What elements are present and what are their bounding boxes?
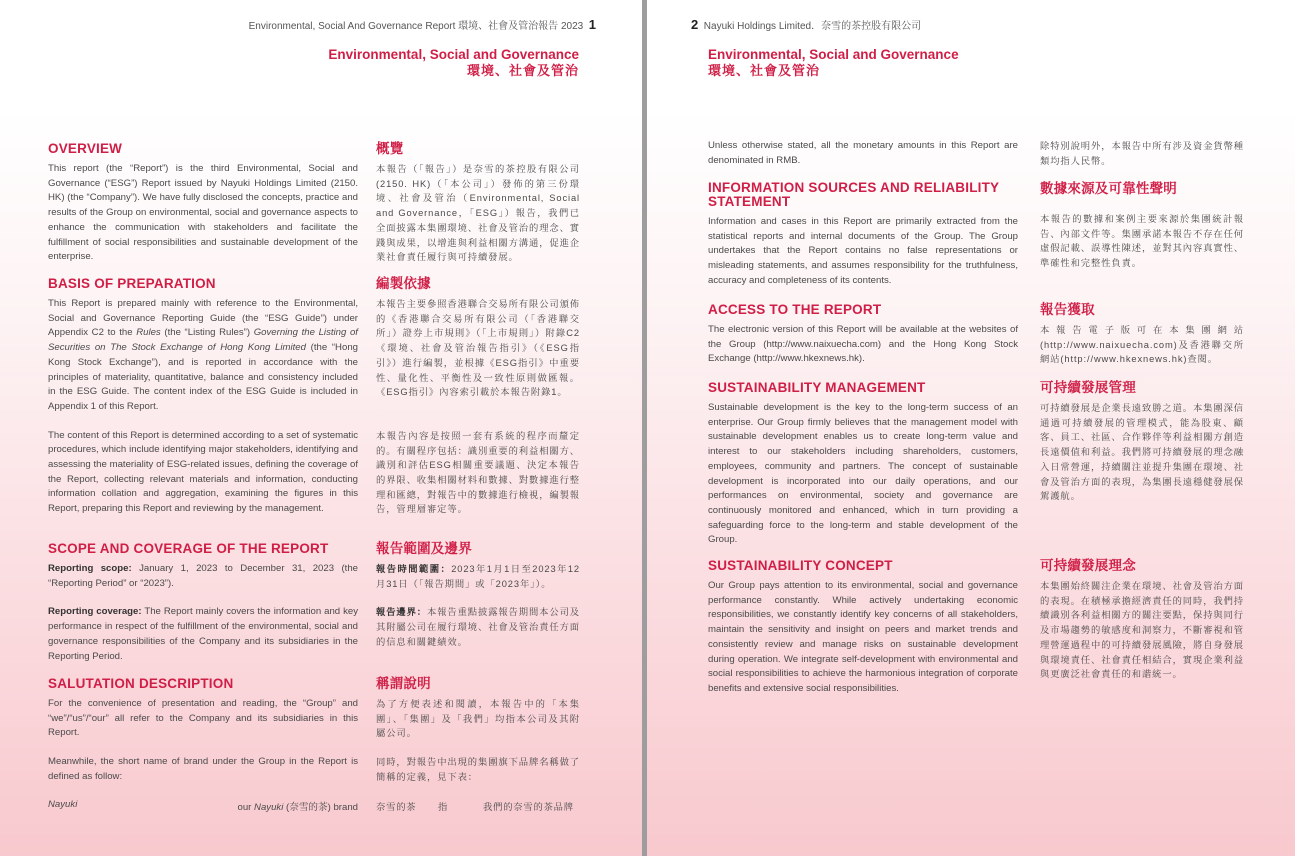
section-body	[376, 605, 580, 649]
section-body: 本報告的數據和案例主要來源於集團統計報告、內部文件等。集團承諾本報告不存在任何虛假記載、誤導性陳述，並對其內容真實性、準確性和完整性負責。	[1040, 214, 1244, 269]
section-body: 本報告（「報告」）是奈雪的茶控股有限公司(2150. HK)（「本公司」）發佈的第三份環境、社會及管治（Environmental, Social and Governance，「ESG」）報告，我們已全面披露本集團環境、社會及管治的理念、實踐與成果，以增進與利益相關方溝通，促進企業社會責任履行與可持續發展。	[376, 164, 580, 263]
overview-section-en	[48, 141, 358, 265]
concept-section-zh	[1040, 558, 1244, 682]
scope-section-en	[48, 541, 358, 664]
text-run: 2023年1月1日至2023年12月31日（「報告期間」或「2023年」）。	[376, 564, 580, 589]
section-body	[48, 297, 358, 415]
italic-text: Nayuki	[254, 801, 284, 813]
concept-section-en	[708, 558, 1018, 697]
text-run: 本報告重點披露報告期間本公司及其附屬公司在履行環境、社會及管治責任方面的信息和關鍵績效。	[376, 607, 580, 647]
section-heading: SUSTAINABILITY MANAGEMENT	[708, 380, 926, 395]
info-sources-section-en	[708, 181, 1018, 289]
bold-label: Reporting scope:	[48, 563, 132, 574]
section-body: Meanwhile, the short name of brand under the Group in the Report is defined as follow:	[48, 756, 358, 782]
info-sources-section-zh	[1040, 181, 1244, 271]
chapter-title	[328, 47, 579, 79]
access-section-zh	[1040, 302, 1244, 367]
section-body: 本報告主要參照香港聯合交易所有限公司頒佈的《香港聯合交易所有限公司（「香港聯交所」）證券上市規則》（「上市規則」）附錄C2《環境、社會及管治報告指引》（《ESG指引》）進行編製，並根據《ESG指引》中重要性、量化性、平衡性及一致性原則做匯報。《ESG指引》內容索引載於本報告附錄1。	[376, 299, 580, 398]
section-heading: INFORMATION SOURCES AND RELIABILITY STATEMENT	[708, 180, 1000, 209]
section-body: The electronic version of this Report will be available at the websites of the Group (http://www.naixuecha.com) and the Hong Kong Stock Exchange (http://www.hkexnews.hk).	[708, 324, 1018, 365]
chapter-title	[708, 47, 959, 79]
section-body: 本報告電子版可在本集團網站(http://www.naixuecha.com)及香港聯交所網站(http://www.hkexnews.hk)查閱。	[1040, 325, 1244, 365]
section-heading: BASIS OF PREPARATION	[48, 276, 216, 291]
brand-definition: 我們的奈雪的茶品牌	[483, 801, 574, 812]
running-header-text: Environmental, Social And Governance Report 環境、社會及管治報告 2023	[248, 21, 584, 32]
text-run: (the “Hong Kong Stock Exchange”), and is reported in accordance with the principles of materiality, quantitative, balance and consistency included in the ESG Guide. The content index of the ESG Guide is included in Appendix 1 of this Report.	[48, 342, 358, 412]
brand-refers: 指	[438, 801, 449, 812]
section-body: Unless otherwise stated, all the monetary amounts in this Report are denominated in RMB.	[708, 140, 1018, 166]
section-body: 本報告內容是按照一套有系統的程序而釐定的。有關程序包括：識別重要的利益相關方、識別和評估ESG相關重要議題、決定本報告的界限、收集相關材料和數據、對數據進行整理和匯總，對報告中的數據進行檢視，編製報告，管理層審定等。	[376, 430, 580, 515]
running-header	[249, 17, 596, 32]
text-run: This Report is prepared mainly with reference to the Environmental, Social and Governance Reporting Guide (the “ESG Guide”) under Appendix C2 to the	[48, 298, 358, 339]
brand-definition	[237, 799, 358, 813]
bold-label: 報告時間範圍：	[376, 564, 452, 574]
salutation-section-zh	[376, 676, 580, 813]
brand-definition-row	[376, 799, 580, 813]
section-heading: SCOPE AND COVERAGE OF THE REPORT	[48, 541, 329, 556]
section-body: 為了方便表述和閱讀，本報告中的「本集團」、「集團」及「我們」均指本公司及其附屬公司。	[376, 699, 580, 739]
currency-note-en	[708, 139, 1018, 168]
section-body: 本集團始終關注企業在環境、社會及管治方面的表現。在積極承擔經濟責任的同時，我們持續識別各利益相關方的關注要點，保持與同行及市場趨勢的敏感度和洞察力，不斷審視和管理營運過程中的可持續發展風險，將自身發展與環境責任、社會責任相結合，實現企業利益與更廣泛社會責任的和諧統一。	[1040, 581, 1244, 680]
page-number: 2	[691, 17, 699, 32]
access-section-en	[708, 302, 1018, 367]
text-run: (the “Listing Rules”)	[160, 327, 254, 339]
section-heading: SALUTATION DESCRIPTION	[48, 676, 234, 691]
basis-section-zh	[376, 276, 580, 517]
chapter-title-en: Environmental, Social and Governance	[708, 47, 959, 62]
section-body	[48, 605, 358, 664]
section-body: The content of this Report is determined according to a set of systematic procedures, which include identifying major stakeholders, identifying and assessing the materiality of ESG-related issues, defining the coverage of the Report, collecting relevant materials and information, conducting information collation and aggregation, examining the figures in this Report, preparing this Report and reviewing by the management.	[48, 429, 358, 515]
basis-section-en	[48, 276, 358, 517]
section-heading: 報告範圍及邊界	[376, 541, 472, 556]
italic-text: Rules	[136, 327, 161, 339]
bold-label: 報告邊界：	[376, 607, 427, 618]
section-body: 除特別說明外，本報告中所有涉及資金貨幣種類均指人民幣。	[1040, 141, 1244, 166]
section-heading: ACCESS TO THE REPORT	[708, 302, 882, 317]
section-body	[48, 562, 358, 591]
left-page	[0, 0, 642, 856]
salutation-section-en	[48, 676, 358, 813]
section-body: 可持續發展是企業長遠致勝之道。本集團深信通過可持續發展的管理模式，能為股東、顧客、員工、社區、合作夥伴等利益相關方創造長遠價值和利益。我們將可持續發展的理念融入日常營運，持續關注並提升集團在環境、社會及管治方面的表現，為集團長遠穩健發展保駕護航。	[1040, 403, 1244, 502]
bold-label: Reporting coverage:	[48, 606, 142, 618]
section-heading: 報告獲取	[1040, 302, 1095, 317]
section-heading: 編製依據	[376, 276, 431, 291]
chapter-title-zh: 環境、社會及管治	[708, 63, 821, 78]
section-heading: 概覽	[376, 141, 404, 156]
italic-text: Governing the Listing of Securities on The Stock Exchange of Hong Kong Limited	[48, 327, 358, 354]
section-body: Information and cases in this Report are primarily extracted from the statistical reports and internal documents of the Group. The Group undertakes that the Report contains no false representations or misleading statements, and assumes responsibility for the truthfulness, accuracy and completeness of its contents.	[708, 216, 1018, 286]
right-page	[647, 0, 1295, 856]
management-section-zh	[1040, 380, 1244, 504]
text-run: January 1, 2023 to December 31, 2023 (the “Reporting Period” or “2023”).	[48, 563, 359, 589]
brand-term: Nayuki	[48, 798, 78, 810]
section-body: This report (the “Report”) is the third Environmental, Social and Governance (“ESG”) Report issued by Nayuki Holdings Limited (2150. HK) (the “Company”). We have fully disclosed the concepts, practice and results of the Group on environmental, social and governance aspects to enhance the communication with stakeholders and facilitate the fulfillment of social responsibilities and sustainable development of the enterprise.	[48, 163, 358, 263]
brand-term: 奈雪的茶	[376, 801, 417, 812]
chapter-title-en: Environmental, Social and Governance	[328, 47, 579, 62]
chapter-title-zh: 環境、社會及管治	[466, 63, 579, 78]
management-section-en	[708, 380, 1018, 548]
text-run: The Report mainly covers the information and key performance in respect of the fulfillment of the environmental, social and governance responsibilities of the Company and its subsidiaries in the Reporting Period.	[48, 606, 359, 662]
currency-note-zh	[1040, 139, 1244, 168]
section-heading: OVERVIEW	[48, 141, 123, 156]
brand-definition-row	[48, 799, 358, 813]
text-run: (奈雪的茶) brand	[283, 801, 358, 813]
text-run: our	[237, 801, 255, 813]
section-body: For the convenience of presentation and reading, the “Group” and “we”/“us”/“our” all refer to the Company and its subsidiaries in this Report.	[48, 698, 358, 739]
page-number: 1	[588, 17, 596, 32]
section-heading: SUSTAINABILITY CONCEPT	[708, 558, 893, 573]
overview-section-zh	[376, 141, 580, 265]
section-body: 同時，對報告中出現的集團旗下品牌名稱做了簡稱的定義，見下表：	[376, 757, 580, 782]
section-heading: 可持續發展理念	[1040, 558, 1136, 573]
section-body	[376, 562, 580, 591]
section-body: Our Group pays attention to its environmental, social and governance performance constantly. While actively undertaking economic responsibilities, we constantly identify key concerns of all stakeholders, maintain the sensitivity and insight on peers and market trends and consistently review and manage risks on sustainable development during operation. We integrate self-development with environmental and social responsibilities to achieve the harmonious integration of corporate benefits and extensive social responsibilities.	[708, 580, 1018, 694]
section-heading: 稱謂說明	[376, 676, 431, 691]
section-heading: 數據來源及可靠性聲明	[1040, 181, 1177, 196]
section-heading: 可持續發展管理	[1040, 380, 1136, 395]
running-header-text: Nayuki Holdings Limited．奈雪的茶控股有限公司	[703, 21, 922, 32]
running-header	[691, 17, 921, 32]
section-body: Sustainable development is the key to the long-term success of an enterprise. Our Group firmly believes that the management model with sustainable development enables us to create long-term value and interest to our stakeholders including shareholders, customers, employees, community and partners. The concept of sustainable development is incorporated into our daily operations, and our performances on environmental, society and governance are continuously monitored and enhanced, which in turn providing a safeguarding force to the long-term and stable development of the Group.	[708, 402, 1018, 546]
scope-section-zh	[376, 541, 580, 650]
